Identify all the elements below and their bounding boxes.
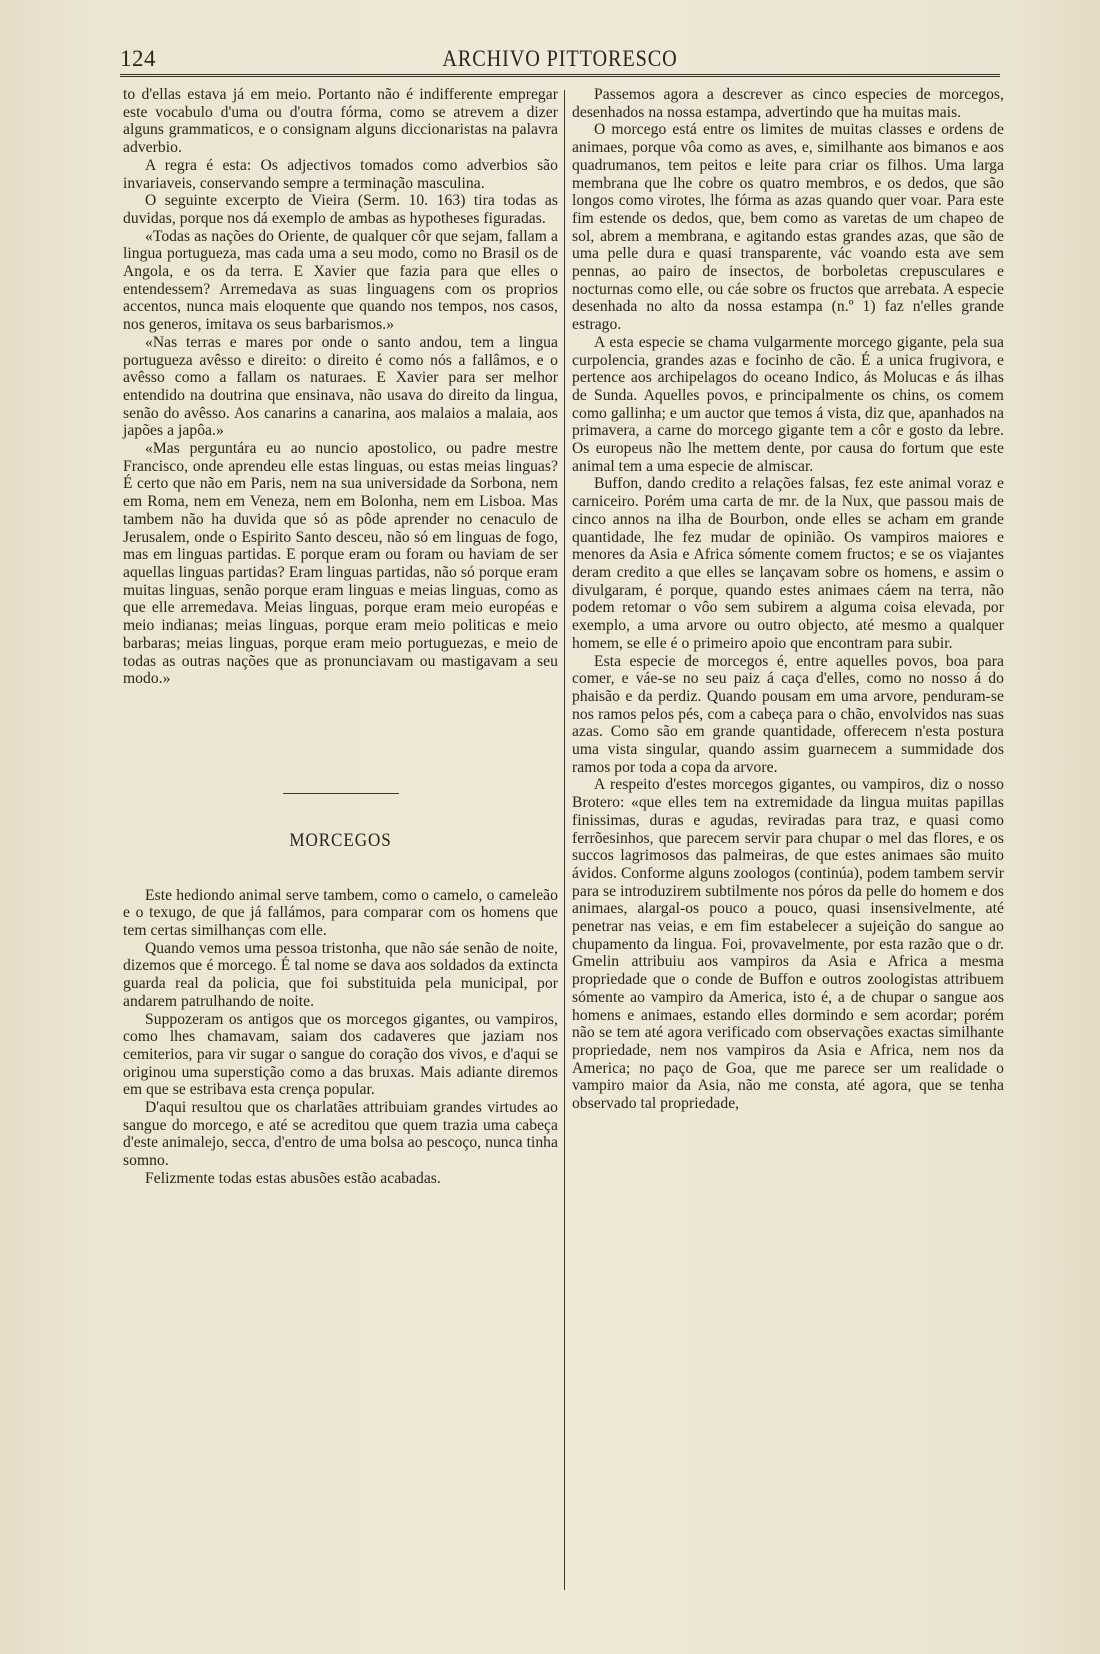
section-body (123, 887, 558, 1188)
paragraph: O morcego está entre os limites de muitas classes e ordens de animaes, porque vôa como as aves, e, similhante aos bimanos e aos quadrumanos, tem peitos e leite para criar os filhos. Uma larga membrana que lhe cobre os quatro membros, e os dedos, que são longos como virotes, lhe fórma as azas quando quer voar. Para este fim estende os dedos, que, bem como as varetas de um chapeo de sol, abrem a membrana, e agitando estas grandes azas, que são de uma pelle dura e quasi transparente, vác voando esta ave sem pennas, ao pairo de insectos, de borboletas crepusculares e nocturnas como elle, ou cáe sobre os fructos que arrebata. A especie desenhada no alto da nossa estampa (n.º 1) faz n'elles grande estrago. (572, 121, 1004, 334)
paragraph: Passemos agora a descrever as cinco especies de morcegos, desenhados na nossa estampa, advertindo que ha muitas mais. (572, 86, 1004, 121)
left-column (123, 86, 558, 1188)
paragraph: Esta especie de morcegos é, entre aquelles povos, boa para comer, e váe-se no seu paiz á caça d'elles, como no nosso á do phaisão e da perdiz. Quando pousam em uma arvore, penduram-se nos ramos pelos pés, com a cabeça para o chão, envolvidos nas suas azas. Como são em grande quantidade, offerecem n'esta postura uma vista singular, quando assim guarnecem a summidade dos ramos por toda a copa da arvore. (572, 652, 1004, 776)
paragraph: A esta especie se chama vulgarmente morcego gigante, pela sua curpolencia, grandes azas e focinho de cão. É a unica frugivora, e pertence aos archipelagos do oceano Indico, ás Molucas e ás ilhas de Sunda. Aquelles povos, e principalmente os chins, os comem como gallinha; e um auctor que temos á vista, diz que, apanhados na primavera, a carne do morcego gigante tem a côr e gosto da lebre. Os europeus não lhe mettem dente, por causa do fortum que este animal tem a uma especie de almiscar. (572, 333, 1004, 475)
section-title: MORCEGOS (289, 829, 392, 851)
paragraph: O seguinte excerpto de Vieira (Serm. 10. 163) tira todas as duvidas, porque nos dá exemplo de ambas as hypotheses figuradas. (123, 192, 558, 227)
column-divider (564, 90, 565, 1590)
paragraph: Buffon, dando credito a relações falsas, fez este animal voraz e carniceiro. Porém uma carta de mr. de la Nux, que passou mais de cinco annos na ilha de Bourbon, onde elles se acham em grande quantidade, lhe fez mudar de opinião. Os vampiros maiores e menores da Asia e Africa sómente comem fructos; e se os viajantes deram credito a que elles se lançavam sobre os homens, e assim o divulgaram, é porque, quando estes animaes cáem na terra, não podem retomar o vôo sem subirem a alguma coisa elevada, por exemplo, a uma arvore ou outro objecto, até mesmo a qualquer homem, se elle é o primeiro apoio que encontram para subir. (572, 475, 1004, 652)
paragraph: Suppozeram os antigos que os morcegos gigantes, ou vampiros, como lhes chamavam, saiam dos cadaveres que jaziam nos cemiterios, para vir sugar o sangue do coração dos vivos, e d'aqui se originou uma superstição como a das bruxas. Mais adiante diremos em que se estribava esta crença popular. (123, 1010, 558, 1099)
paragraph: «Todas as nações do Oriente, de qualquer côr que sejam, fallam a lingua portugueza, mas cada uma a seu modo, como no Brasil os de Angola, e os da terra. E Xavier que fazia para que elles o entendessem? Arremedava as suas linguagens com os proprios accentos, nunca mais eloquente que quando nos tempos, nos casos, nos generos, imitava os seus barbarismos.» (123, 227, 558, 334)
section-divider (283, 793, 399, 794)
paragraph: A regra é esta: Os adjectivos tomados como adverbios são invariaveis, conservando sempre a terminação masculina. (123, 156, 558, 192)
paragraph: Felizmente todas estas abusões estão acabadas. (145, 1169, 441, 1187)
left-column-text (123, 86, 558, 688)
right-column-text (572, 86, 1004, 1113)
page-header (120, 40, 1000, 77)
paragraph: Este hediondo animal serve tambem, como o camelo, o cameleão e o texugo, de que já fallámos, para comparar com os homens que tem certas similhanças com elle. (123, 886, 558, 940)
page-number: 124 (120, 46, 156, 71)
paragraph: «Mas perguntára eu ao nuncio apostolico, ou padre mestre Francisco, onde aprendeu elle estas linguas, ou estas meias linguas? É certo que não em Paris, nem na sua universidade da Sorbona, nem em Roma, nem em Veneza, nem em Bolonha, nem em Lisboa. Mas tambem não ha duvida que só as pôde aprender no cenaculo de Jerusalem, onde o Espirito Santo desceu, não só em linguas de fogo, mas em linguas partidas. E porque eram ou foram ou haviam de ser aquellas linguas partidas? Eram linguas partidas, não só porque eram muitas linguas, senão porque eram linguas e meias linguas, como as que elle arremedava. Meias linguas, porque eram meio européas e meio indianas; meias linguas, porque eram meio politicas e meio barbaras; meias linguas, porque eram meio portuguezas, e meio de todas as outras nações que as pronunciavam ou mastigavam a seu modo.» (123, 440, 558, 688)
running-title: ARCHIVO PITTORESCO (442, 46, 678, 71)
paragraph: Quando vemos uma pessoa tristonha, que não sáe senão de noite, dizemos que é morcego. É tal nome se dava aos soldados da extincta guarda real da policia, que foi substituida pela municipal, por andarem patrulhando de noite. (123, 939, 558, 1010)
paragraph: A respeito d'estes morcegos gigantes, ou vampiros, diz o nosso Brotero: «que elles tem na extremidade da lingua muitas papillas finissimas, duras e agudas, reviradas para traz, e quasi como ferrõesinhos, que parecem servir para chupar o mel das flores, e os succos lagrimosos das palmeiras, de que estes animaes são muito ávidos. Conforme alguns zoologos (continúa), podem tambem servir para se introduzirem subtilmente nos póros da pelle do homem e dos animaes, alargal-os pouco a pouco, quasi insensivelmente, até penetrar nas veias, e em fim estabelecer a sujeição do sangue ao chupamento da lingua. Foi, provavelmente, por esta razão que o dr. Gmelin attribuiu aos vampiros da Asia e Africa a mesma propriedade que o conde de Buffon e outros zoologistas attribuem sómente ao vampiro da America, isto é, a de chupar o sangue aos homens e animaes, estando elles dormindo e sem acordar; porém não se tem até agora verificado com observações exactas similhante propriedade, nem nos vampiros da Asia e Africa, nem nos da America; no paço de Goa, que me parece ser um realidade o vampiro maior da Asia, não me consta, até agora, que se tenha observado tal propriedade, (572, 776, 1004, 1113)
paragraph: D'aqui resultou que os charlatães attribuiam grandes virtudes ao sangue do morcego, e até se acreditou que quem trazia uma cabeça d'este animalejo, secca, d'entro de uma bolsa ao pescoço, nunca tinha somno. (123, 1099, 558, 1170)
right-column (572, 86, 1004, 1113)
paragraph: to d'ellas estava já em meio. Portanto não é indifferente empregar este vocabulo d'uma ou d'outra fórma, como se atrevem a dizer alguns grammaticos, e o consignam alguns diccionaristas na palavra adverbio. (123, 86, 558, 157)
paragraph: «Nas terras e mares por onde o santo andou, tem a lingua portugueza avêsso e direito: o direito é como nós a fallâmos, e o avêsso como a fallam os naturaes. E Xavier para ser melhor entendido na doutrina que ensinava, não usava do direito da lingua, senão do avêsso. Aos canarins a canarina, aos malaios a malaia, aos japões a japôa.» (123, 333, 558, 440)
